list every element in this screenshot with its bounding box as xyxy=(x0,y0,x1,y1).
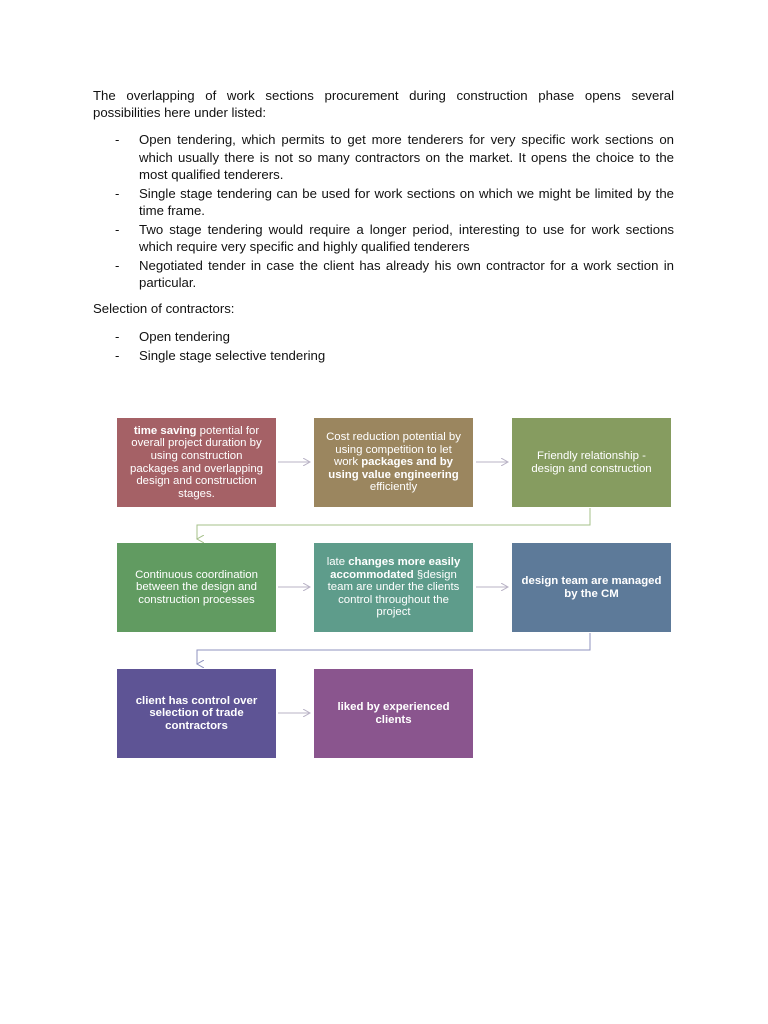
bullet-dash: - xyxy=(115,132,120,147)
flow-box-text xyxy=(520,450,663,475)
flow-box-time-saving xyxy=(117,418,276,507)
flow-box-cost-reduction xyxy=(314,418,473,507)
intro-paragraph: The overlapping of work sections procurement during construction phase opens several possibilities here under listed: xyxy=(93,88,674,120)
flow-box-text xyxy=(125,569,268,607)
bullet-dash: - xyxy=(115,257,120,273)
flow-box-design-team-managed xyxy=(512,543,671,632)
list-item-text: Open tendering, which permits to get more tenderers for very specific work sections on which usually there is not so many contractors on the market. It opens the choice to the most qualified tenderers. xyxy=(139,132,674,182)
flow-text-bold: client has control over selection of trade contractors xyxy=(135,694,258,732)
flow-box-text xyxy=(322,431,465,494)
flow-box-text xyxy=(520,575,663,600)
flow-box-friendly-relationship xyxy=(512,418,671,507)
flow-box-client-control xyxy=(117,669,276,758)
bullet-dash: - xyxy=(115,221,120,237)
flow-box-text xyxy=(125,425,268,501)
flow-text: Continuous coordination between the design and construction processes xyxy=(135,568,258,606)
flow-box-text xyxy=(322,701,465,726)
flow-text-bold: changes more easily accommodated xyxy=(330,556,461,581)
flow-text: efficiently xyxy=(369,481,418,494)
bullet-dash: - xyxy=(115,347,120,363)
bullet-dash: - xyxy=(115,185,120,201)
flow-text: Friendly relationship - design and construction xyxy=(531,449,652,475)
connector-row1-row2 xyxy=(197,508,590,539)
flow-text: potential for overall project duration by using construction packages and overlapping design and construction stages. xyxy=(130,424,263,500)
flow-box-late-changes xyxy=(314,543,473,632)
flow-text-bold: packages and by using value engineering xyxy=(328,456,459,481)
flow-box-text xyxy=(125,695,268,733)
list-item-text: Single stage selective tendering xyxy=(139,347,326,363)
flow-text: late xyxy=(326,556,349,569)
flow-box-liked-by-clients xyxy=(314,669,473,758)
list-item-text: Two stage tendering would require a longer period, interesting to use for work sections which require very specific and highly qualified tenderers xyxy=(139,221,674,254)
connector-row2-row3 xyxy=(197,633,590,664)
flow-text-bold: time saving xyxy=(133,424,197,437)
flow-box-text xyxy=(322,556,465,619)
selection-heading: Selection of contractors: xyxy=(93,301,235,316)
flow-text-bold: design team are managed by the CM xyxy=(521,574,662,600)
bullet-dash: - xyxy=(115,329,120,344)
flow-text-bold: liked by experienced clients xyxy=(337,700,450,726)
flow-text: Cost reduction potential by using competition to let work xyxy=(326,431,461,469)
flow-text: §design team are under the clients control throughout the project xyxy=(327,568,460,619)
flow-box-continuous-coordination xyxy=(117,543,276,632)
list-item-text: Open tendering xyxy=(139,329,230,344)
list-item-text: Single stage tendering can be used for work sections on which we might be limited by the time frame. xyxy=(139,185,674,218)
list-item-text: Negotiated tender in case the client has already his own contractor for a work section in particular. xyxy=(139,257,674,290)
